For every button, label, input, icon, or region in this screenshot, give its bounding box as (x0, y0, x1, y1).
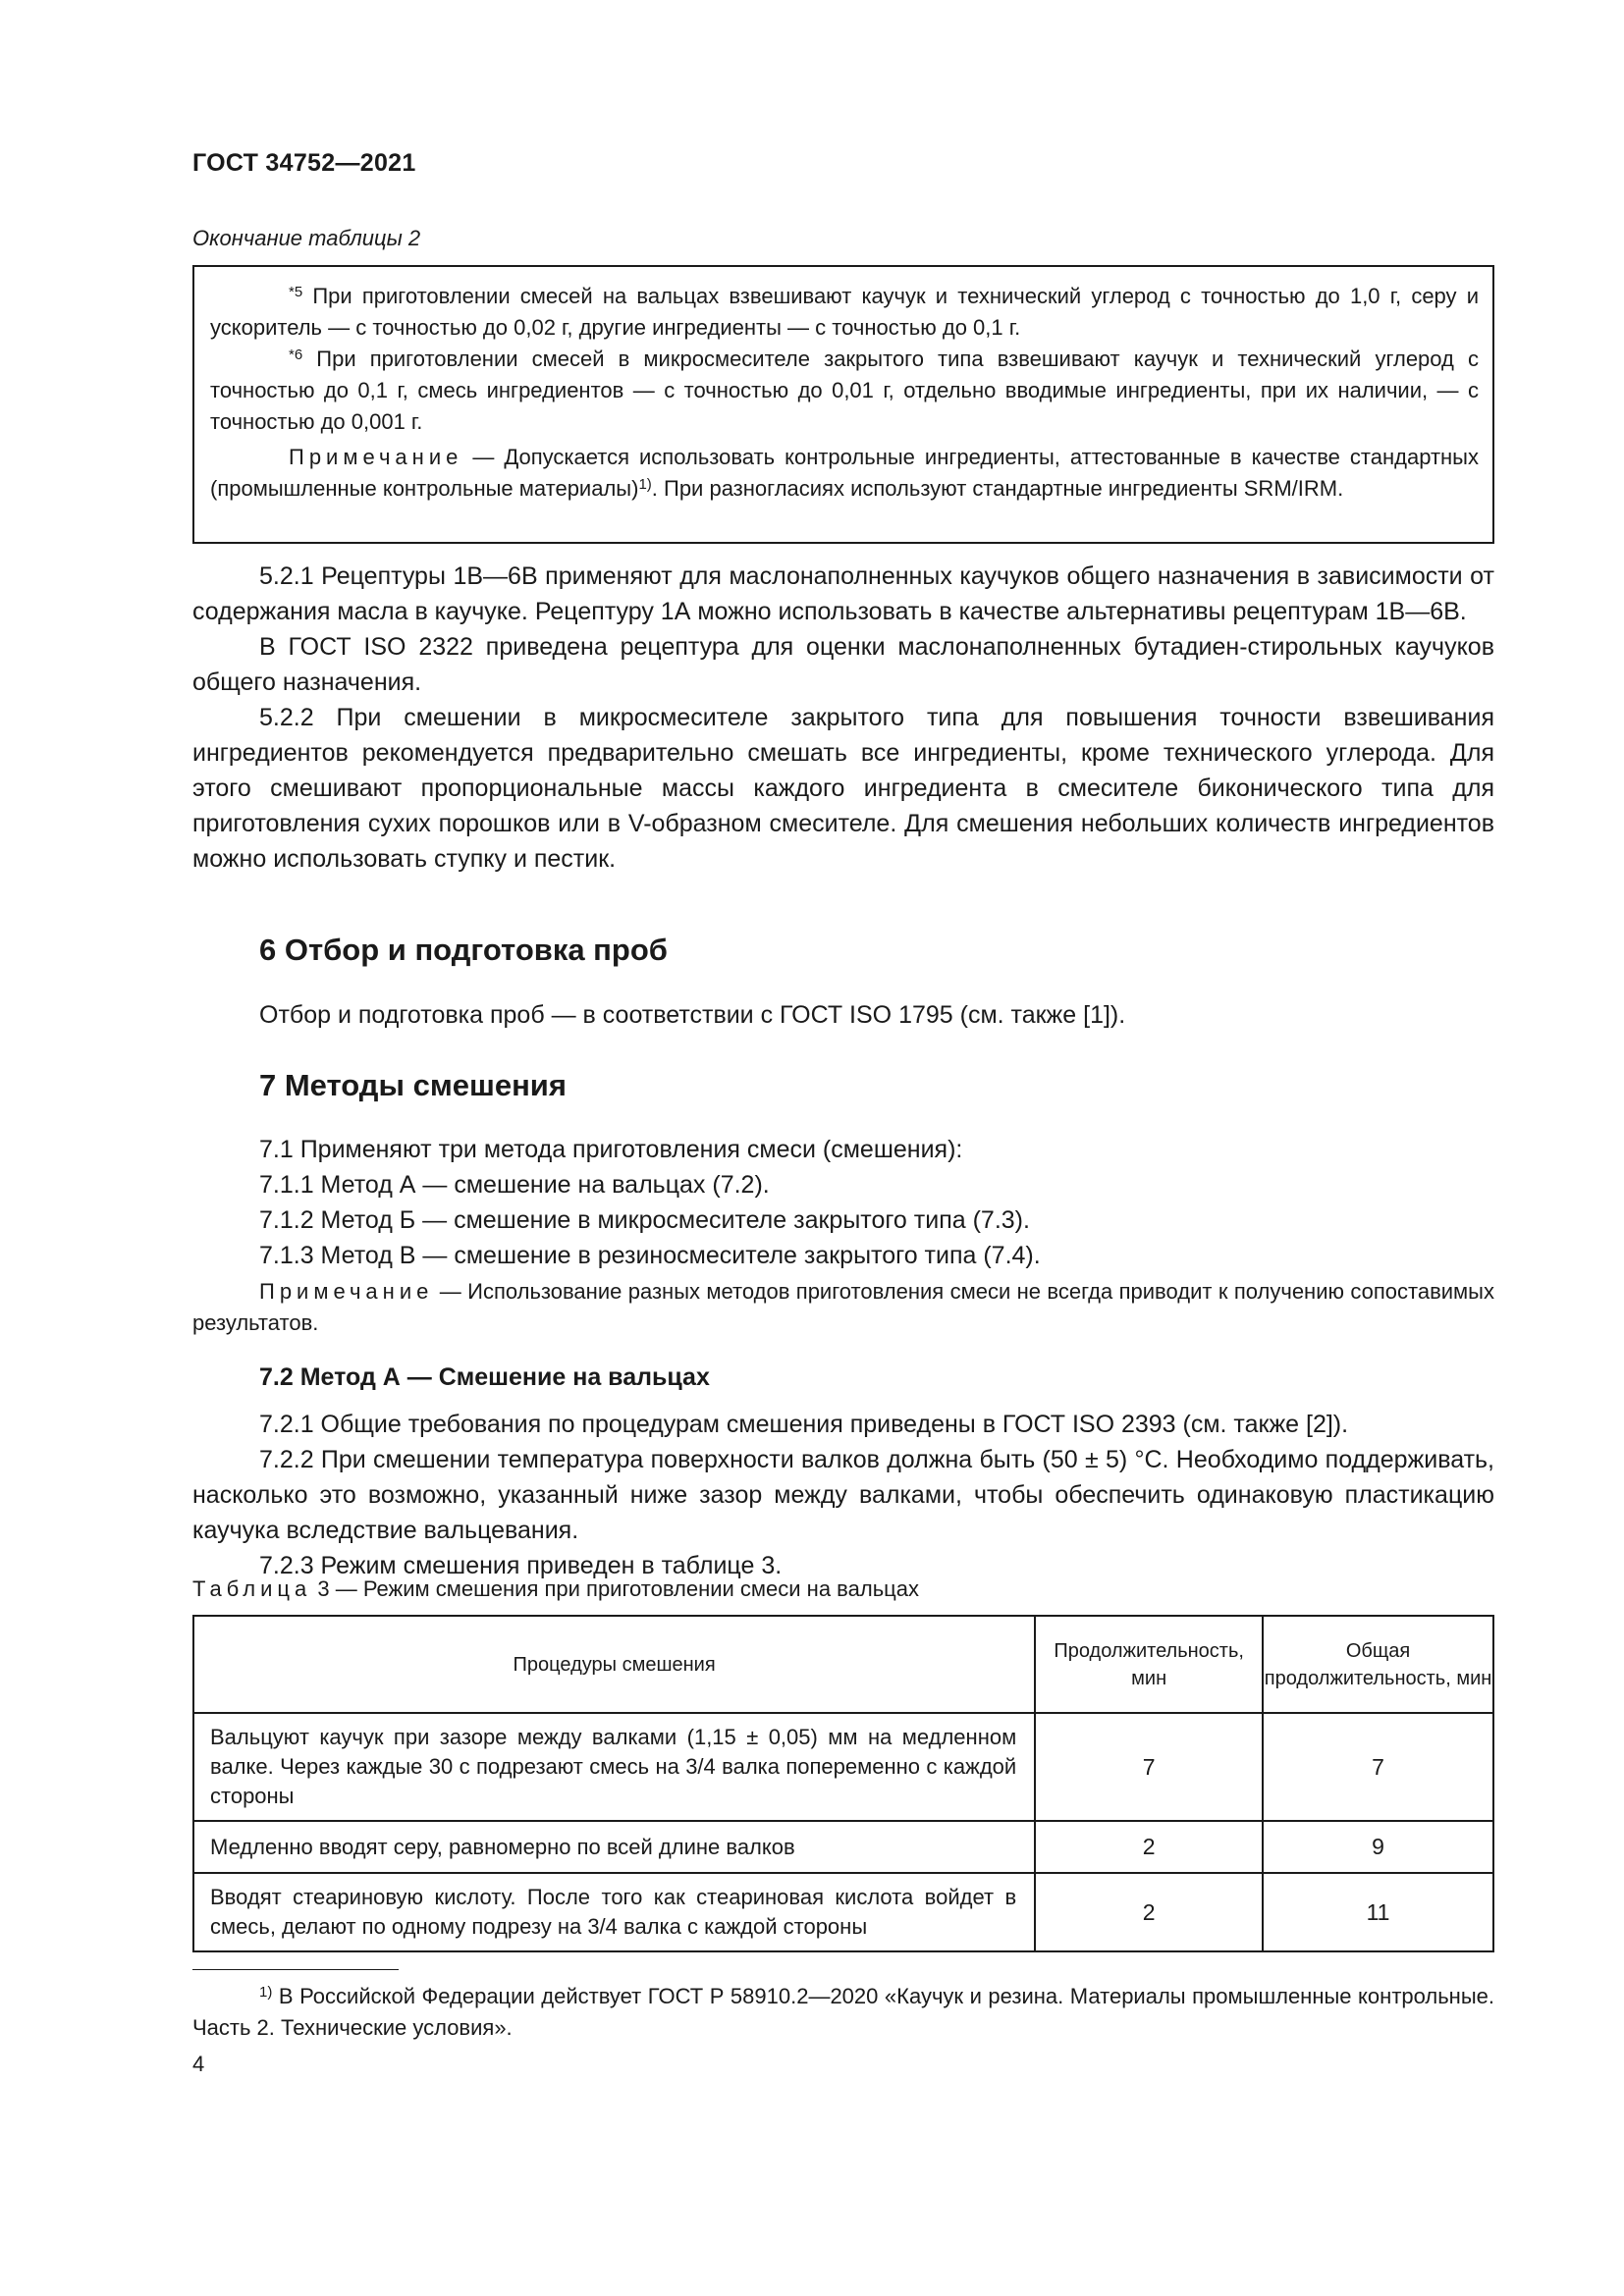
table-3-caption-label: Таблица (192, 1576, 312, 1601)
footnote-separator (192, 1969, 399, 1970)
row-procedure: Вводят стеариновую кислоту. После того как стеариновая кислота войдет в смесь, делают по одному подрезу на 3/4 валка с каждой стороны (193, 1873, 1035, 1951)
table-3 (192, 1615, 1494, 1952)
paragraph-7-1-3: 7.1.3 Метод В — смешение в резиносмесителе закрытого типа (7.4). (259, 1242, 1041, 1269)
table-note (210, 442, 1479, 505)
footnote-5-marker: *5 (289, 284, 303, 300)
row-duration: 2 (1035, 1821, 1263, 1873)
header-total-duration: Общая продолжительность, мин (1263, 1616, 1493, 1713)
row-procedure: Медленно вводят серу, равномерно по всей длине валков (193, 1821, 1035, 1873)
section-6-text (192, 997, 1494, 1033)
footnote-6-text: При приготовлении смесей в микросмесителе закрытого типа взвешивают каучук и технический углерод с точностью до 0,1 г, смесь ингредиентов — с точностью до 0,01 г, отдельно вводимые ингредиенты, при их наличии, — с точностью до 0,001 г. (210, 347, 1479, 434)
section-7-list (192, 1132, 1494, 1273)
page-number: 4 (192, 2052, 205, 2076)
row-duration: 2 (1035, 1873, 1263, 1951)
row-duration: 7 (1035, 1713, 1263, 1821)
row-total: 11 (1263, 1873, 1493, 1951)
table-continuation-caption: Окончание таблицы 2 (192, 226, 421, 250)
paragraph-6: Отбор и подготовка проб — в соответствии с ГОСТ ISO 1795 (см. также [1]). (259, 1001, 1126, 1029)
section-7-heading: 7 Методы смешения (259, 1068, 567, 1102)
page-footnote (192, 1981, 1494, 2044)
table-footnote-6 (210, 344, 1479, 438)
section-7-note-paragraph (192, 1276, 1494, 1339)
footnote-5-text: При приготовлении смесей на вальцах взвешивают каучук и технический углерод с точностью до 1,0 г, серу и ускоритель — с точностью до 0,02 г, другие ингредиенты — с точностью до 0,1 г. (210, 284, 1479, 340)
section-6-heading: 6 Отбор и подготовка проб (259, 933, 668, 967)
note-label: Примечание (289, 445, 463, 469)
row-total: 7 (1263, 1713, 1493, 1821)
note-text-a: — Допускается использовать контрольные ингредиенты, аттестованные в качестве стандартных (промышленные контрольные материалы) (210, 445, 1479, 501)
section-5-text (192, 559, 1494, 877)
paragraph-7-1: 7.1 Применяют три метода приготовления смеси (смешения): (259, 1136, 963, 1163)
note-superscript: 1) (638, 476, 652, 493)
section-7-2-text (192, 1407, 1494, 1583)
page-footnote-marker: 1) (259, 1984, 273, 2001)
paragraph-5-2-1: 5.2.1 Рецептуры 1В—6В применяют для маслонаполненных каучуков общего назначения в зависимости от содержания масла в каучуке. Рецептуру 1А можно использовать в качестве альтернативы рецептурам 1В—6В. (192, 562, 1494, 625)
table-3-caption-text: 3 — Режим смешения при приготовлении смеси на вальцах (311, 1576, 919, 1601)
row-total: 9 (1263, 1821, 1493, 1873)
paragraph-7-1-1: 7.1.1 Метод А — смешение на вальцах (7.2). (259, 1171, 770, 1199)
header-procedure: Процедуры смешения (193, 1616, 1035, 1713)
table-row (193, 1713, 1493, 1821)
paragraph-7-1-2: 7.1.2 Метод Б — смешение в микросмесителе закрытого типа (7.3). (259, 1206, 1030, 1234)
paragraph-iso-2322: В ГОСТ ISO 2322 приведена рецептура для оценки маслонаполненных бутадиен-стирольных каучуков общего назначения. (192, 633, 1494, 696)
row-procedure: Вальцуют каучук при зазоре между валками (1,15 ± 0,05) мм на медленном валке. Через каждые 30 с подрезают смесь на 3/4 валка попеременно с каждой стороны (193, 1713, 1035, 1821)
footnote-6-marker: *6 (289, 347, 303, 363)
section-7-note-label: Примечание (259, 1279, 434, 1304)
section-7-note-text: — Использование разных методов приготовления смеси не всегда приводит к получению сопоставимых результатов. (192, 1279, 1494, 1335)
paragraph-7-2-2: 7.2.2 При смешении температура поверхности валков должна быть (50 ± 5) °С. Необходимо поддерживать, насколько это возможно, указанный ниже зазор между валками, чтобы обеспечить одинаковую пластикацию каучука вследствие вальцевания. (192, 1446, 1494, 1544)
table-row (193, 1821, 1493, 1873)
table-row (193, 1873, 1493, 1951)
page-footnote-text: В Российской Федерации действует ГОСТ Р 58910.2—2020 «Каучук и резина. Материалы промышленные контрольные. Часть 2. Технические условия». (192, 1984, 1494, 2040)
paragraph-7-2-3: 7.2.3 Режим смешения приведен в таблице 3. (259, 1552, 783, 1579)
paragraph-5-2-2: 5.2.2 При смешении в микросмесителе закрытого типа для повышения точности взвешивания ингредиентов рекомендуется предварительно смешать все ингредиенты, кроме технического углерода. Для этого смешивают пропорциональные массы каждого ингредиента в смесителе биконического типа для приготовления сухих порошков или в V-образном смесителе. Для смешения небольших количеств ингредиентов можно использовать ступку и пестик. (192, 704, 1494, 873)
section-7-note (192, 1276, 1494, 1339)
table-3-caption (192, 1576, 919, 1602)
table-notes-box (192, 265, 1494, 544)
document-id: ГОСТ 34752—2021 (192, 149, 416, 177)
page-footnote-paragraph (192, 1981, 1494, 2044)
subsection-7-2-heading: 7.2 Метод А — Смешение на вальцах (259, 1363, 710, 1391)
table-header-row (193, 1616, 1493, 1713)
paragraph-7-2-1: 7.2.1 Общие требования по процедурам смешения приведены в ГОСТ ISO 2393 (см. также [2]). (259, 1411, 1349, 1438)
note-text-b: . При разногласиях используют стандартные ингредиенты SRM/IRM. (651, 476, 1344, 501)
header-duration: Продолжительность, мин (1035, 1616, 1263, 1713)
table-footnote-5 (210, 281, 1479, 344)
